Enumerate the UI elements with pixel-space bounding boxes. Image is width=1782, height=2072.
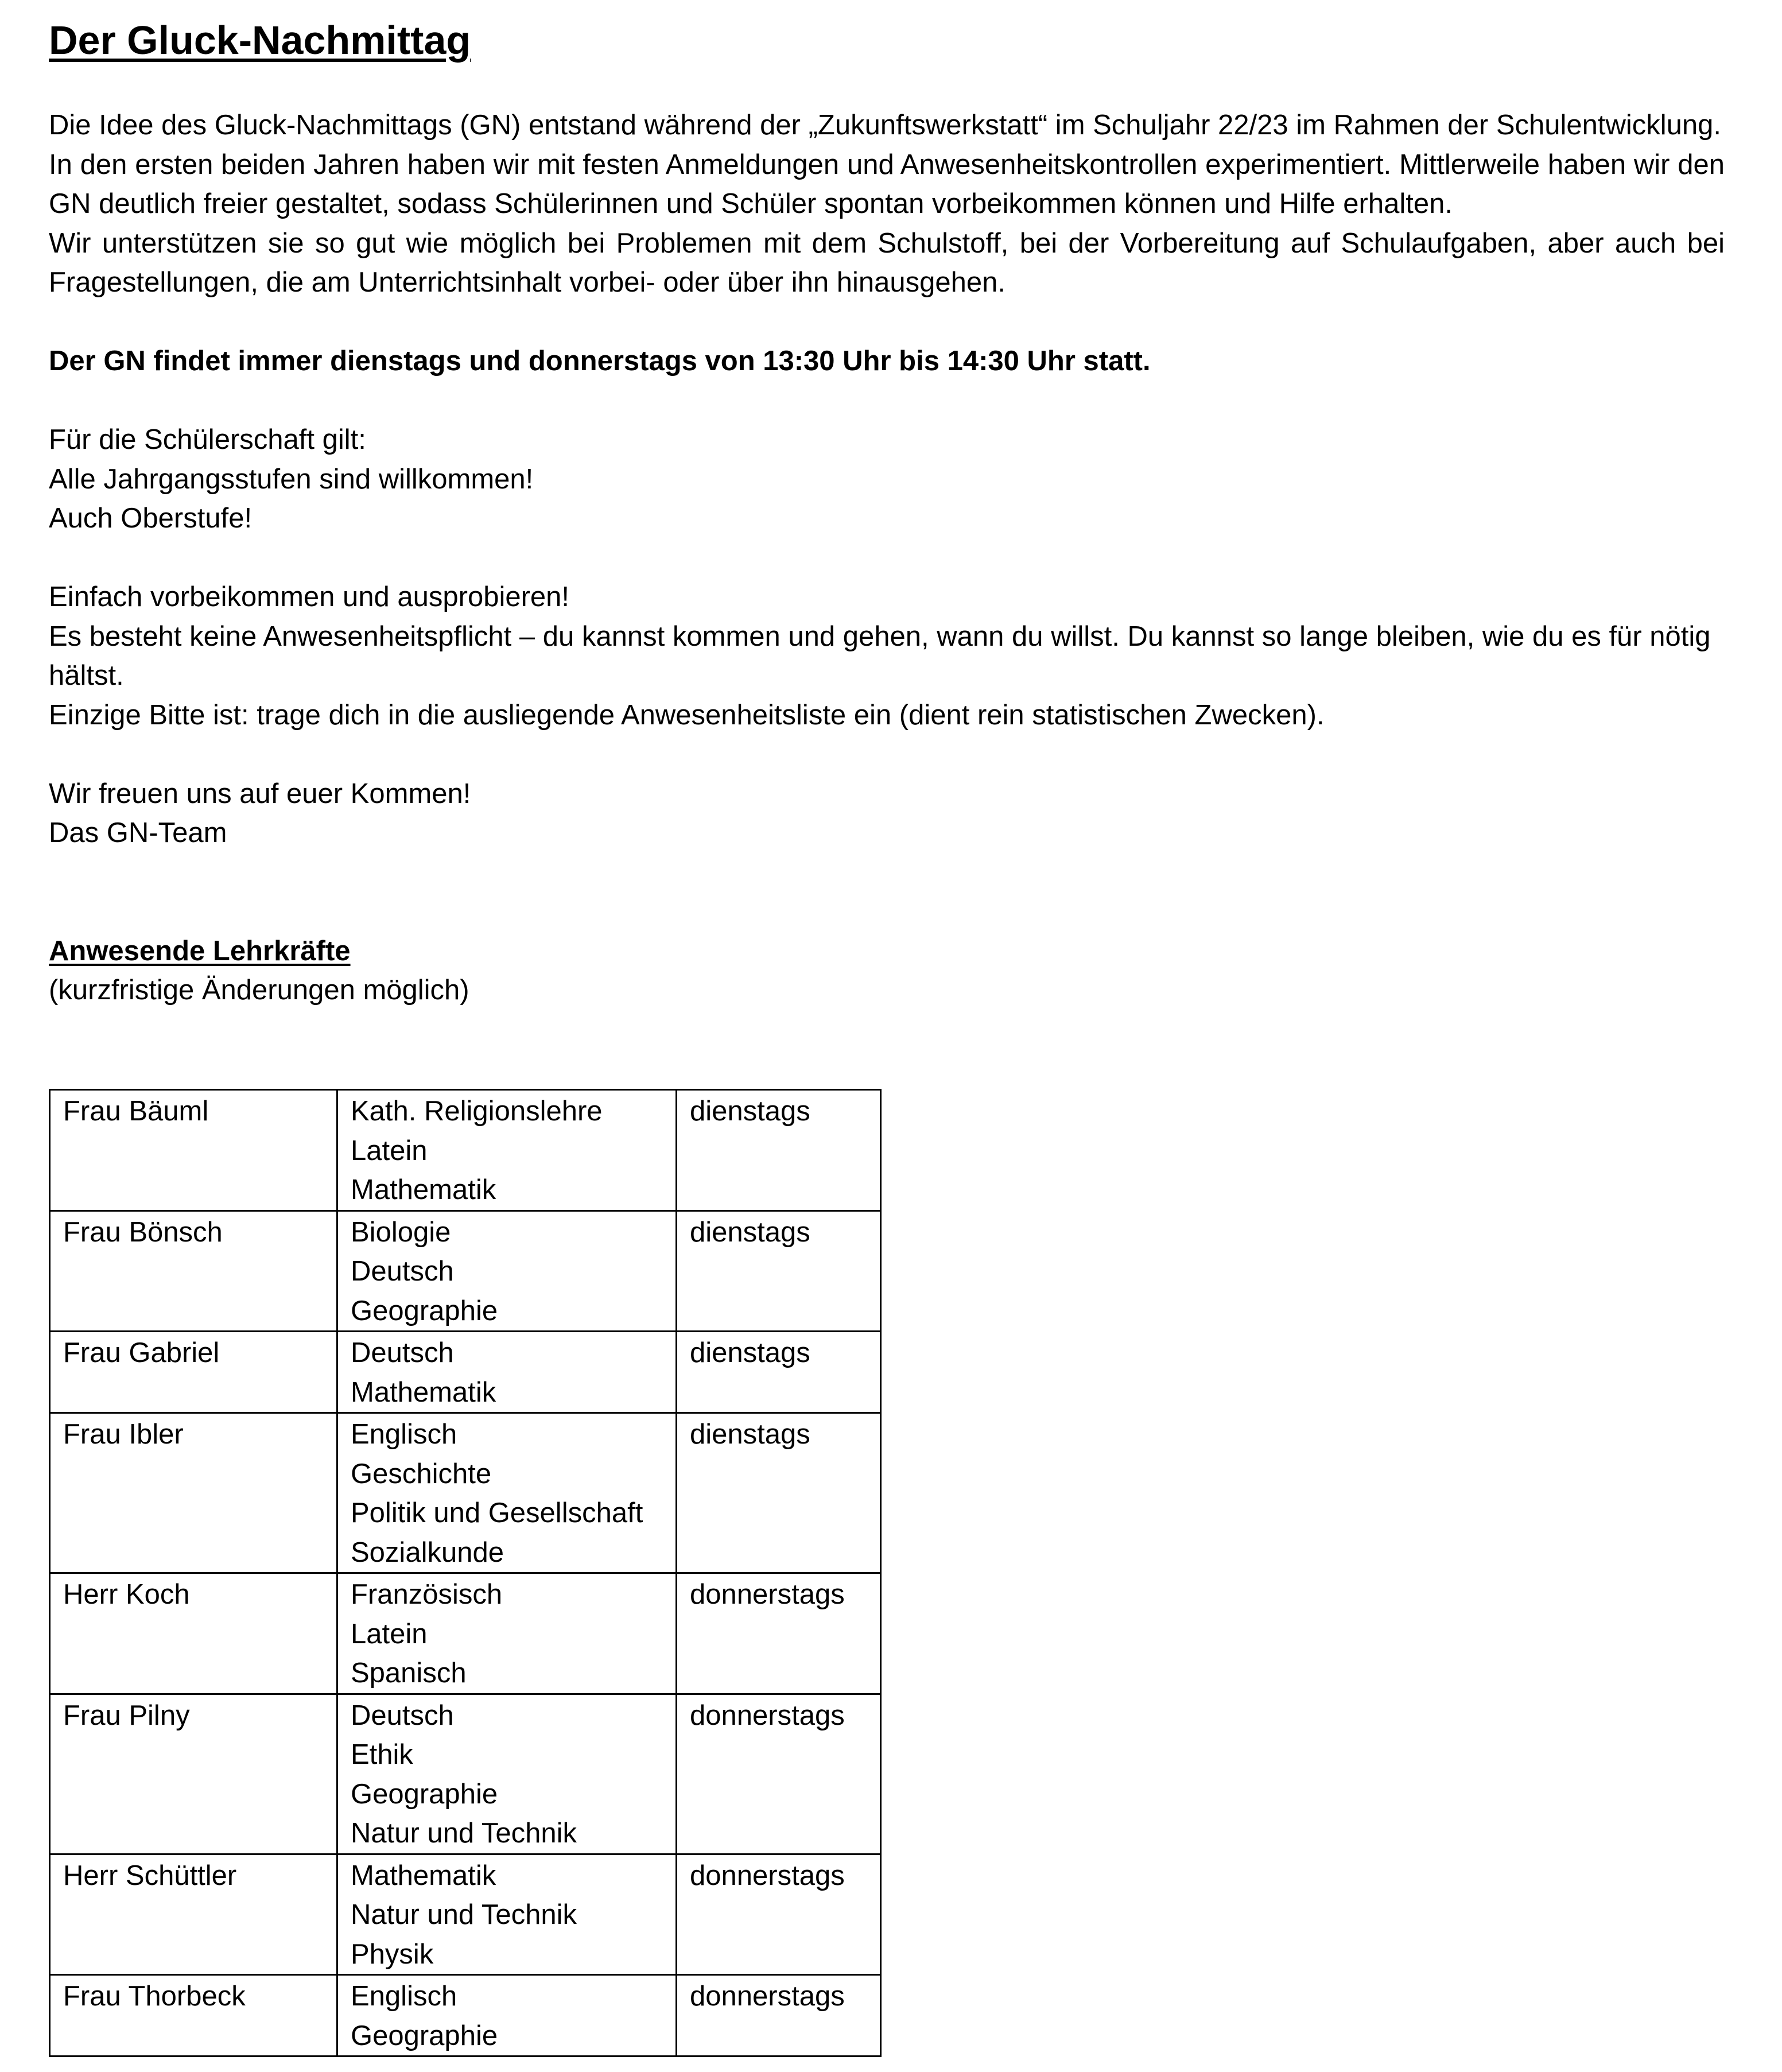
teacher-subjects bbox=[337, 1573, 677, 1694]
subject-item: Natur und Technik bbox=[351, 1899, 577, 1930]
students-heading: Für die Schülerschaft gilt: bbox=[49, 424, 366, 455]
students-line: Alle Jahrgangsstufen sind willkommen! bbox=[49, 463, 534, 495]
subject-item: Mathematik bbox=[351, 1174, 496, 1205]
subject-item: Mathematik bbox=[351, 1376, 496, 1408]
teacher-name: Frau Thorbeck bbox=[50, 1975, 337, 2057]
table-row bbox=[50, 1090, 881, 1211]
request-line: Einzige Bitte ist: trage dich in die ausliegende Anwesenheitsliste ein (dient rein statistischen Zwecken). bbox=[49, 699, 1325, 731]
closing-line: Wir freuen uns auf euer Kommen! bbox=[49, 778, 471, 809]
teacher-name: Frau Gabriel bbox=[50, 1332, 337, 1413]
subject-item: Geographie bbox=[351, 1778, 498, 1810]
subject-item: Physik bbox=[351, 1938, 434, 1970]
subject-item: Sozialkunde bbox=[351, 1536, 504, 1568]
subject-item: Natur und Technik bbox=[351, 1818, 577, 1849]
teacher-name: Herr Koch bbox=[50, 1573, 337, 1694]
teacher-day: donnerstags bbox=[677, 1573, 881, 1694]
table-row bbox=[50, 1413, 881, 1573]
table-row bbox=[50, 1332, 881, 1413]
teachers-note: (kurzfristige Änderungen möglich) bbox=[49, 975, 469, 1006]
teacher-day: donnerstags bbox=[677, 1854, 881, 1975]
teacher-subjects bbox=[337, 1694, 677, 1854]
teachers-table-body bbox=[50, 1090, 881, 2057]
attendance-paragraph: Es besteht keine Anwesenheitspflicht – du kannst kommen und gehen, wann du willst. Du kannst so lange bleiben, wie du es für nötig hältst. bbox=[49, 620, 1711, 691]
schedule-notice: Der GN findet immer dienstags und donnerstags von 13:30 Uhr bis 14:30 Uhr statt. bbox=[49, 346, 1151, 377]
teacher-name: Frau Bönsch bbox=[50, 1210, 337, 1332]
document-body bbox=[49, 106, 1725, 1010]
teacher-subjects bbox=[337, 1413, 677, 1573]
subject-item: Latein bbox=[351, 1618, 428, 1650]
subject-item: Biologie bbox=[351, 1216, 451, 1248]
teacher-subjects bbox=[337, 1210, 677, 1332]
subject-item: Französisch bbox=[351, 1579, 503, 1610]
subject-item: Deutsch bbox=[351, 1337, 454, 1368]
table-row bbox=[50, 1573, 881, 1694]
subject-item: Politik und Gesellschaft bbox=[351, 1497, 643, 1528]
invite-line: Einfach vorbeikommen und ausprobieren! bbox=[49, 581, 570, 612]
students-line: Auch Oberstufe! bbox=[49, 503, 253, 534]
teacher-day: donnerstags bbox=[677, 1694, 881, 1854]
subject-item: Deutsch bbox=[351, 1256, 454, 1287]
subject-item: Geographie bbox=[351, 2020, 498, 2051]
subject-item: Spanisch bbox=[351, 1658, 467, 1689]
teacher-name: Frau Pilny bbox=[50, 1694, 337, 1854]
teacher-subjects bbox=[337, 1975, 677, 2057]
table-row bbox=[50, 1975, 881, 2057]
teachers-table bbox=[49, 1089, 882, 2057]
subject-item: Latein bbox=[351, 1135, 428, 1166]
teacher-subjects bbox=[337, 1090, 677, 1211]
teacher-name: Herr Schüttler bbox=[50, 1854, 337, 1975]
table-row bbox=[50, 1210, 881, 1332]
teacher-subjects bbox=[337, 1332, 677, 1413]
teacher-day: dienstags bbox=[677, 1332, 881, 1413]
teacher-name: Frau Ibler bbox=[50, 1413, 337, 1573]
subject-item: Geschichte bbox=[351, 1458, 492, 1489]
document-title: Der Gluck-Nachmittag bbox=[49, 18, 471, 63]
subject-item: Englisch bbox=[351, 1981, 457, 2012]
subject-item: Ethik bbox=[351, 1739, 413, 1770]
subject-item: Geographie bbox=[351, 1295, 498, 1326]
table-row bbox=[50, 1854, 881, 1975]
subject-item: Deutsch bbox=[351, 1699, 454, 1731]
subject-item: Mathematik bbox=[351, 1860, 496, 1891]
subject-item: Kath. Religionslehre bbox=[351, 1096, 603, 1127]
support-paragraph: Wir unterstützen sie so gut wie möglich bei Problemen mit dem Schulstoff, bei der Vorbereitung auf Schulaufgaben, aber auch bei Fragestellungen, die am Unterrichtsinhalt vorbei- oder über ihn hinausgehen. bbox=[49, 227, 1725, 298]
teacher-day: dienstags bbox=[677, 1413, 881, 1573]
teacher-day: donnerstags bbox=[677, 1975, 881, 2057]
teacher-subjects bbox=[337, 1854, 677, 1975]
intro-paragraph: Die Idee des Gluck-Nachmittags (GN) entstand während der „Zukunftswerkstatt“ im Schuljahr 22/23 im Rahmen der Schulentwicklung. bbox=[49, 110, 1722, 141]
teacher-day: dienstags bbox=[677, 1090, 881, 1211]
table-row bbox=[50, 1694, 881, 1854]
teacher-name: Frau Bäuml bbox=[50, 1090, 337, 1211]
history-paragraph: In den ersten beiden Jahren haben wir mit festen Anmeldungen und Anwesenheitskontrollen experimentiert. Mittlerweile haben wir den GN deutlich freier gestaltet, sodass Schülerinnen und Schüler spontan vorbeikommen können und Hilfe erhalten. bbox=[49, 149, 1725, 219]
teacher-day: dienstags bbox=[677, 1210, 881, 1332]
signature: Das GN-Team bbox=[49, 817, 227, 848]
teachers-heading: Anwesende Lehrkräfte bbox=[49, 935, 351, 967]
subject-item: Englisch bbox=[351, 1419, 457, 1450]
